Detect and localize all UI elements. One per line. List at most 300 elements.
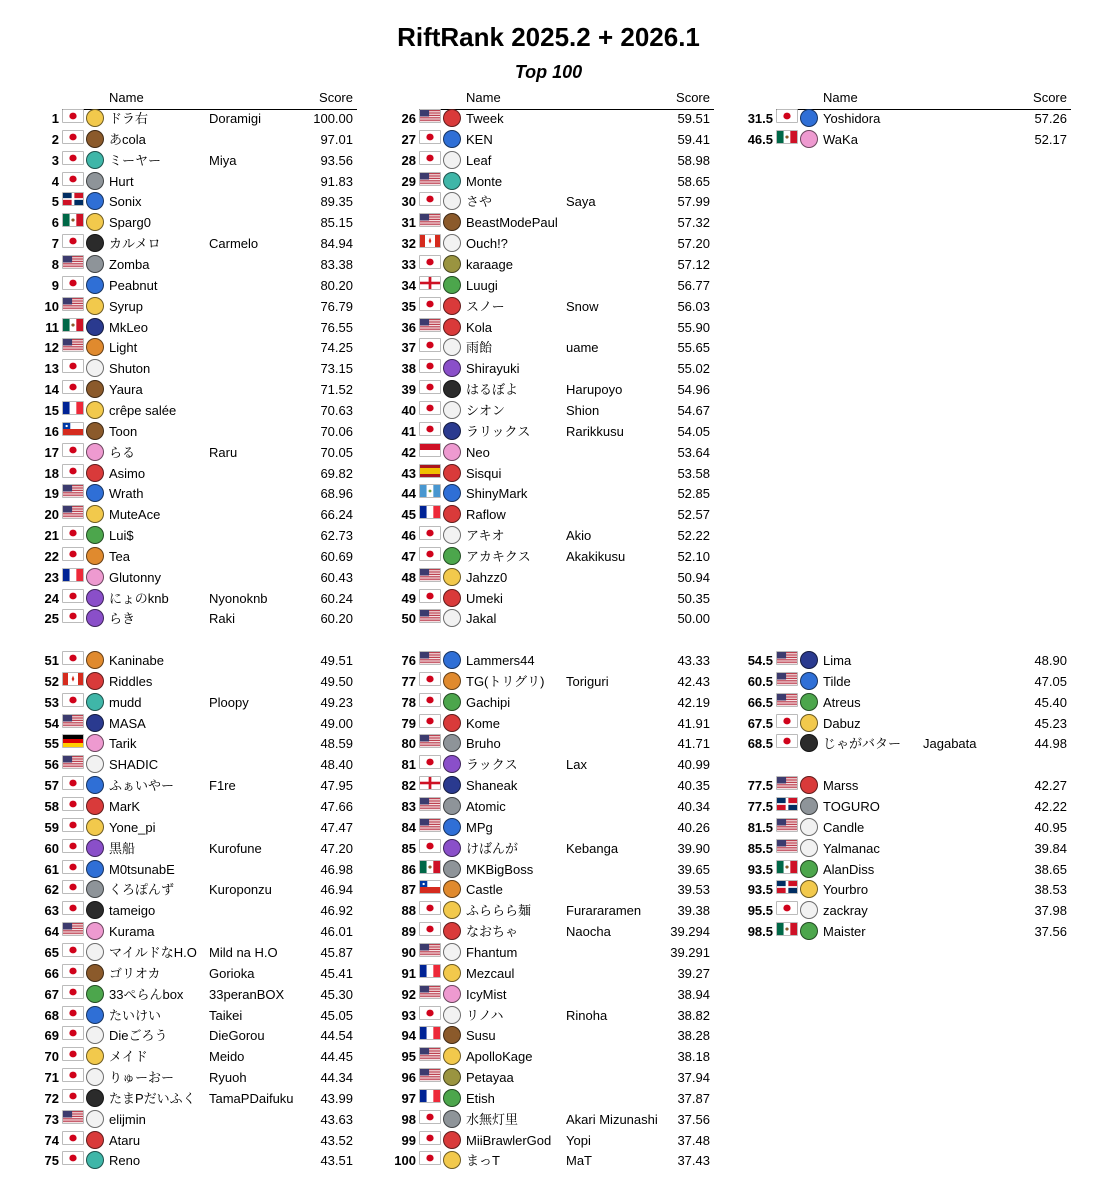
rank-number: 53 (44, 694, 59, 710)
flag-us-icon (419, 943, 441, 957)
player-score: 52.57 (677, 507, 710, 523)
player-score: 43.63 (320, 1111, 353, 1127)
player-name: Reno (109, 1153, 141, 1169)
rank-number: 46.5 (747, 131, 773, 147)
player-score: 47.47 (320, 819, 353, 835)
player-name: なおちゃ (466, 924, 519, 939)
player-name: MkLeo (109, 319, 149, 335)
rank-number: 47 (401, 548, 416, 564)
rank-number: 14 (44, 382, 59, 398)
player-name: KEN (466, 131, 493, 147)
table-row (0, 922, 1097, 942)
player-romanized-name: Lax (566, 757, 587, 773)
player-name: Zomba (109, 257, 150, 272)
table-row (0, 109, 1097, 129)
player-score: 37.56 (677, 1111, 710, 1127)
player-score: 40.35 (677, 778, 710, 794)
player-name: Asimo (109, 465, 146, 481)
character-icon (800, 922, 818, 940)
rank-number: 31 (401, 215, 416, 231)
player-score: 44.54 (320, 1028, 353, 1044)
player-romanized-name: Doramigi (209, 111, 262, 126)
character-icon (800, 734, 818, 752)
player-score: 38.18 (677, 1049, 710, 1065)
player-name: Mezcaul (466, 965, 515, 981)
table-row (0, 297, 1097, 317)
rank-number: 15 (44, 402, 59, 418)
flag-en-icon (419, 276, 441, 290)
player-romanized-name: Kurofune (209, 840, 262, 856)
flag-us-icon (776, 818, 798, 832)
flag-jp-icon (776, 734, 798, 748)
rank-number: 82 (401, 778, 416, 794)
player-name: ドラ右 (109, 111, 149, 126)
rank-number: 97 (401, 1090, 416, 1106)
flag-gt-icon (419, 484, 441, 498)
rank-number: 36 (401, 319, 416, 335)
rank-number: 88 (401, 903, 416, 919)
character-icon (443, 484, 461, 502)
player-name: まっT (466, 1153, 500, 1169)
character-icon (443, 589, 461, 607)
flag-jp-icon (419, 255, 441, 269)
rank-number: 79 (401, 715, 416, 731)
rank-number: 70 (44, 1049, 59, 1065)
player-name: Syrup (109, 298, 143, 314)
rank-number: 12 (44, 340, 59, 356)
flag-jp-icon (776, 714, 798, 728)
flag-jp-icon (419, 1110, 441, 1124)
character-icon (443, 422, 461, 440)
player-score: 50.94 (677, 569, 710, 585)
player-score: 45.40 (1034, 694, 1067, 710)
rank-number: 24 (44, 590, 59, 606)
header-name: Name (466, 90, 501, 105)
rank-number: 61 (44, 861, 59, 877)
player-name: あcola (109, 131, 146, 147)
player-name: Monte (466, 173, 503, 189)
rank-number: 10 (44, 298, 59, 314)
player-name: Candle (823, 819, 865, 835)
rank-number: 1 (51, 111, 59, 126)
player-romanized-name: Furararamen (566, 903, 642, 919)
player-name: じゃがバター (823, 736, 902, 752)
table-row (0, 589, 1097, 609)
rank-number: 78 (401, 694, 416, 710)
character-icon (800, 776, 818, 794)
rank-number: 98 (401, 1111, 416, 1127)
rank-number: 77 (401, 673, 416, 689)
character-icon (443, 443, 461, 461)
table-row (0, 964, 1097, 984)
flag-us-icon (776, 776, 798, 790)
flag-mx-icon (776, 860, 798, 874)
player-romanized-name: uame (566, 340, 599, 356)
character-icon (443, 234, 461, 252)
header-score: Score (676, 90, 710, 105)
player-name: Neo (466, 444, 490, 460)
rank-number: 64 (44, 924, 59, 939)
player-romanized-name: Nyonoknb (209, 590, 268, 606)
character-icon (443, 318, 461, 336)
flag-jp-icon (419, 297, 441, 311)
player-name: MKBigBoss (466, 861, 534, 877)
player-name: MPg (466, 819, 493, 835)
rank-number: 65 (44, 944, 59, 960)
player-score: 97.01 (320, 131, 353, 147)
player-score: 39.294 (670, 924, 710, 939)
player-name: ラリックス (466, 423, 531, 439)
player-romanized-name: Harupoyo (566, 382, 623, 398)
table-row (0, 880, 1097, 900)
rank-number: 21 (44, 528, 59, 543)
rank-number: 75 (44, 1153, 59, 1169)
table-row (0, 505, 1097, 525)
player-score: 69.82 (320, 465, 353, 481)
rank-number: 60.5 (747, 673, 773, 689)
player-name: Lui$ (109, 528, 134, 543)
player-score: 60.43 (320, 569, 353, 585)
flag-jp-icon (419, 547, 441, 561)
player-romanized-name: Saya (566, 194, 596, 210)
flag-fr-icon (419, 964, 441, 978)
flag-mx-icon (776, 130, 798, 144)
rank-number: 29 (401, 173, 416, 189)
player-score: 44.34 (320, 1070, 353, 1085)
table-row (0, 776, 1097, 796)
rank-number: 60 (44, 840, 59, 856)
rank-number: 50 (401, 611, 416, 627)
character-icon (443, 547, 461, 565)
player-score: 93.56 (320, 152, 353, 168)
player-name: Luugi (466, 277, 498, 293)
player-score: 44.45 (320, 1049, 353, 1065)
player-score: 38.53 (1034, 882, 1067, 898)
rank-number: 19 (44, 486, 59, 502)
player-score: 42.43 (677, 673, 710, 689)
player-score: 80.20 (320, 277, 353, 293)
player-score: 47.66 (320, 799, 353, 814)
player-score: 76.55 (320, 319, 353, 335)
player-score: 53.64 (677, 444, 710, 460)
flag-jp-icon (419, 1131, 441, 1145)
player-name: Tarik (109, 736, 137, 752)
player-score: 37.94 (677, 1070, 710, 1085)
player-name: たいけい (109, 1007, 162, 1023)
player-name: Raflow (466, 507, 506, 523)
rank-number: 85 (401, 840, 416, 856)
player-score: 55.65 (677, 340, 710, 356)
table-row (0, 422, 1097, 442)
table-row (0, 443, 1097, 463)
player-name: Gachipi (466, 694, 511, 710)
player-name: Shirayuki (466, 361, 520, 377)
table-row (0, 318, 1097, 338)
player-score: 43.52 (320, 1132, 353, 1148)
character-icon (443, 568, 461, 586)
character-icon (443, 276, 461, 294)
table-row (0, 609, 1097, 629)
player-score: 42.19 (677, 694, 710, 710)
table-row (0, 839, 1097, 859)
player-score: 84.94 (320, 236, 353, 252)
player-romanized-name: Snow (566, 298, 599, 314)
rank-number: 59 (44, 819, 59, 835)
rank-number: 46 (401, 528, 416, 543)
player-score: 53.58 (677, 465, 710, 481)
rank-number: 7 (51, 236, 59, 252)
character-icon (443, 943, 461, 961)
table-row (0, 151, 1097, 171)
player-name: SHADIC (109, 757, 159, 773)
rank-number: 51 (44, 653, 59, 668)
table-row (0, 484, 1097, 504)
player-score: 52.85 (677, 486, 710, 502)
character-icon (443, 526, 461, 544)
player-name: Dabuz (823, 715, 861, 731)
player-score: 85.15 (320, 215, 353, 231)
player-score: 45.23 (1034, 715, 1067, 731)
player-score: 37.48 (677, 1132, 710, 1148)
player-name: tameigo (109, 903, 156, 919)
player-romanized-name: MaT (566, 1153, 592, 1169)
character-icon (443, 1089, 461, 1107)
flag-id-icon (419, 443, 441, 457)
player-name: BeastModePaul (466, 215, 558, 231)
player-score: 46.01 (320, 924, 353, 939)
character-icon (800, 714, 818, 732)
character-icon (443, 213, 461, 231)
player-romanized-name: F1re (209, 778, 236, 794)
player-score: 49.00 (320, 715, 353, 731)
player-romanized-name: 33peranBOX (209, 986, 285, 1002)
player-romanized-name: Meido (209, 1049, 245, 1065)
player-score: 39.53 (677, 882, 710, 898)
player-name: MuteAce (109, 507, 161, 523)
player-romanized-name: Ryuoh (209, 1070, 247, 1085)
player-score: 39.38 (677, 903, 710, 919)
character-icon (443, 401, 461, 419)
table-row (0, 985, 1097, 1005)
player-romanized-name: Kuroponzu (209, 882, 272, 898)
player-romanized-name: Taikei (209, 1007, 243, 1023)
player-score: 40.99 (677, 757, 710, 773)
player-score: 66.24 (320, 507, 353, 523)
flag-us-icon (419, 568, 441, 582)
player-score: 40.95 (1034, 819, 1067, 835)
rank-number: 77.5 (747, 799, 773, 814)
player-name: Umeki (466, 590, 503, 606)
rank-number: 20 (44, 507, 59, 523)
player-romanized-name: Naocha (566, 924, 611, 939)
player-romanized-name: Raru (209, 444, 238, 460)
rank-number: 96 (401, 1070, 416, 1085)
rank-number: 52 (44, 673, 59, 689)
player-score: 48.40 (320, 757, 353, 773)
player-name: AlanDiss (823, 861, 875, 877)
table-row (0, 693, 1097, 713)
flag-do-icon (776, 880, 798, 894)
player-name: Dieごろう (109, 1028, 168, 1044)
table-row (0, 234, 1097, 254)
rank-number: 16 (44, 423, 59, 439)
player-name: Tilde (823, 673, 851, 689)
player-name: Petayaa (466, 1070, 514, 1085)
player-name: Susu (466, 1028, 496, 1044)
table-header (62, 89, 357, 110)
player-score: 49.50 (320, 673, 353, 689)
rank-number: 28 (401, 152, 416, 168)
flag-us-icon (776, 672, 798, 686)
table-row (0, 213, 1097, 233)
rank-number: 26 (401, 111, 416, 126)
player-name: Yaura (109, 382, 143, 398)
rank-number: 91 (401, 965, 416, 981)
rank-number: 25 (44, 611, 59, 627)
player-score: 47.20 (320, 840, 353, 856)
player-romanized-name: Kebanga (566, 840, 619, 856)
player-score: 49.51 (320, 653, 353, 668)
table-row (0, 1068, 1097, 1088)
character-icon (443, 151, 461, 169)
flag-jp-icon (419, 380, 441, 394)
rank-number: 84 (401, 819, 416, 835)
player-name: らる (109, 444, 136, 460)
rank-number: 17 (44, 444, 59, 460)
character-icon (800, 818, 818, 836)
player-name: Atomic (466, 799, 506, 814)
rank-number: 62 (44, 882, 59, 898)
rank-number: 8 (51, 257, 59, 272)
character-icon (800, 901, 818, 919)
player-name: ふららら麺 (466, 903, 532, 919)
player-score: 38.65 (1034, 861, 1067, 877)
player-romanized-name: Mild na H.O (209, 944, 278, 960)
player-score: 41.71 (677, 736, 710, 752)
flag-us-icon (419, 985, 441, 999)
header-score: Score (1033, 90, 1067, 105)
player-name: Light (109, 340, 138, 356)
player-name: シオン (466, 402, 506, 418)
character-icon (443, 1131, 461, 1149)
player-score: 62.73 (320, 528, 353, 543)
player-romanized-name: Akio (566, 528, 592, 543)
player-name: Atreus (823, 694, 861, 710)
player-name: Sparg0 (109, 215, 151, 231)
player-score: 60.24 (320, 590, 353, 606)
player-score: 55.90 (677, 319, 710, 335)
character-icon (800, 672, 818, 690)
player-score: 48.90 (1034, 653, 1067, 668)
table-row (0, 172, 1097, 192)
rank-number: 23 (44, 569, 59, 585)
player-romanized-name: TamaPDaifuku (209, 1090, 294, 1106)
player-name: Toon (109, 423, 138, 439)
rank-number: 40 (401, 402, 416, 418)
character-icon (443, 338, 461, 356)
player-name: Tea (109, 548, 130, 564)
player-name: Leaf (466, 152, 492, 168)
player-name: Shaneak (466, 778, 518, 794)
table-row (0, 192, 1097, 212)
player-score: 44.98 (1034, 736, 1067, 752)
player-romanized-name: Toriguri (566, 673, 609, 689)
table-row (0, 1110, 1097, 1130)
flag-do-icon (776, 797, 798, 811)
rank-number: 48 (401, 569, 416, 585)
player-score: 37.87 (677, 1090, 710, 1106)
character-icon (443, 609, 461, 627)
player-score: 57.26 (1034, 111, 1067, 126)
rank-number: 37 (401, 340, 416, 356)
player-score: 60.20 (320, 611, 353, 627)
table-row (0, 255, 1097, 275)
player-name: たまPだいふく (109, 1090, 196, 1106)
player-name: MASA (109, 715, 146, 731)
rank-number: 98.5 (747, 924, 773, 939)
player-name: Castle (466, 882, 503, 898)
rank-number: 6 (51, 215, 59, 231)
rank-number: 22 (44, 548, 59, 564)
rank-number: 49 (401, 590, 416, 606)
player-name: ApolloKage (466, 1049, 533, 1065)
rank-number: 38 (401, 361, 416, 377)
rank-number: 100 (394, 1153, 416, 1169)
rank-number: 81 (401, 757, 416, 773)
player-score: 47.05 (1034, 673, 1067, 689)
player-score: 38.94 (677, 986, 710, 1002)
player-romanized-name: Akakikusu (566, 548, 626, 564)
player-name: MiiBrawlerGod (466, 1132, 552, 1148)
player-name: ShinyMark (466, 486, 528, 502)
player-score: 46.98 (320, 861, 353, 877)
rank-number: 45 (401, 507, 416, 523)
player-score: 42.27 (1034, 778, 1067, 794)
character-icon (800, 130, 818, 148)
player-name: にょのknb (109, 590, 169, 606)
player-name: マイルドなH.O (109, 944, 197, 960)
player-score: 58.98 (677, 152, 710, 168)
flag-jp-icon (776, 109, 798, 123)
rank-number: 27 (401, 131, 416, 147)
player-score: 46.94 (320, 882, 353, 898)
player-romanized-name: Jagabata (923, 736, 977, 752)
table-row (0, 547, 1097, 567)
player-romanized-name: Rarikkusu (566, 423, 624, 439)
character-icon (443, 1006, 461, 1024)
player-name: 雨飴 (466, 340, 493, 356)
player-name: リノハ (466, 1007, 504, 1023)
rank-number: 90 (401, 944, 416, 960)
flag-us-icon (419, 318, 441, 332)
rank-number: 89 (401, 924, 416, 939)
table-row (0, 672, 1097, 692)
flag-jp-icon (419, 151, 441, 165)
rank-number: 43 (401, 465, 416, 481)
table-row (0, 568, 1097, 588)
table-row (0, 1047, 1097, 1067)
flag-jp-icon (776, 901, 798, 915)
player-name: 黒船 (109, 840, 136, 856)
flag-jp-icon (419, 1151, 441, 1165)
player-romanized-name: Rinoha (566, 1007, 608, 1023)
table-row (0, 734, 1097, 754)
table-row (0, 380, 1097, 400)
rank-number: 85.5 (747, 840, 773, 856)
player-name: メイド (109, 1049, 148, 1065)
player-score: 58.65 (677, 173, 710, 189)
character-icon (443, 505, 461, 523)
